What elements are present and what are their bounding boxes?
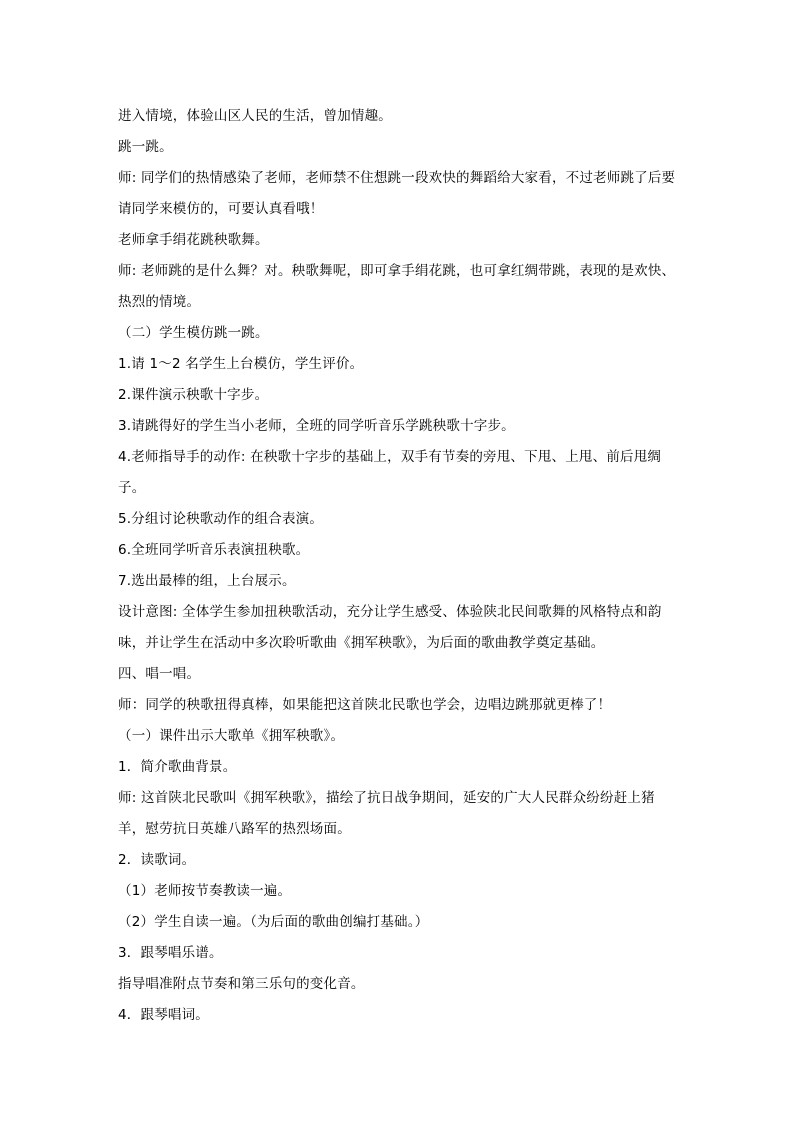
paragraph: （一）课件出示大歌单《拥军秧歌》。 [118,728,345,744]
paragraph: 进入情境，体验山区人民的生活，曾加情趣。 [118,108,392,124]
paragraph: 5.分组讨论秧歌动作的组合表演。 [118,511,324,527]
paragraph: 师: 这首陕北民歌叫《拥军秧歌》，描绘了抗日战争期间，延安的广大人民群众纷纷赶上猪羊，慰劳抗日英雄八路军的热烈场面。 [118,790,655,837]
paragraph: 1.请 1～2 名学生上台模仿，学生评价。 [118,356,364,372]
paragraph: 老师拿手绢花跳秧歌舞。 [118,232,269,248]
paragraph: 师: 同学们的热情感染了老师，老师禁不住想跳一段欢快的舞蹈给大家看，不过老师跳了后要请同学来模仿的，可要认真看哦！ [118,170,676,217]
paragraph: 6.全班同学听音乐表演扭秧歌。 [118,542,310,558]
document-body [118,101,682,1031]
paragraph: 设计意图: 全体学生参加扭秧歌活动，充分让学生感受、体验陕北民间歌舞的风格特点和韵味，并让学生在活动中多次聆听歌曲《拥军秧歌》，为后面的歌曲教学奠定基础。 [118,604,662,651]
paragraph: 跳一跳。 [118,139,173,155]
section-heading: 四、唱一唱。 [118,666,201,682]
paragraph: （二）学生模仿跳一跳。 [118,325,269,341]
paragraph: 1．简介歌曲背景。 [118,759,237,775]
paragraph: 3．跟琴唱乐谱。 [118,945,223,961]
paragraph: 2．读歌词。 [118,852,196,868]
paragraph: 7.选出最棒的组，上台展示。 [118,573,296,589]
paragraph: 3.请跳得好的学生当小老师，全班的同学听音乐学跳秧歌十字步。 [118,418,515,434]
paragraph: （1）老师按节奏教读一遍。 [118,883,292,899]
paragraph: 2.课件演示秧歌十字步。 [118,387,269,403]
paragraph: 4.老师指导手的动作: 在秧歌十字步的基础上，双手有节奏的旁甩、下甩、上甩、前后甩绸子。 [118,449,662,496]
paragraph: 师: 老师跳的是什么舞？对。秧歌舞呢，即可拿手绢花跳，也可拿红绸带跳，表现的是欢快、热烈的情境。 [118,263,676,310]
paragraph: 指导唱准附点节奏和第三乐句的变化音。 [118,976,365,992]
paragraph: 4．跟琴唱词。 [118,1007,209,1023]
paragraph: 师：同学的秧歌扭得真棒，如果能把这首陕北民歌也学会，边唱边跳那就更棒了！ [118,697,612,713]
paragraph: （2）学生自读一遍。（为后面的歌曲创编打基础。） [118,914,429,930]
